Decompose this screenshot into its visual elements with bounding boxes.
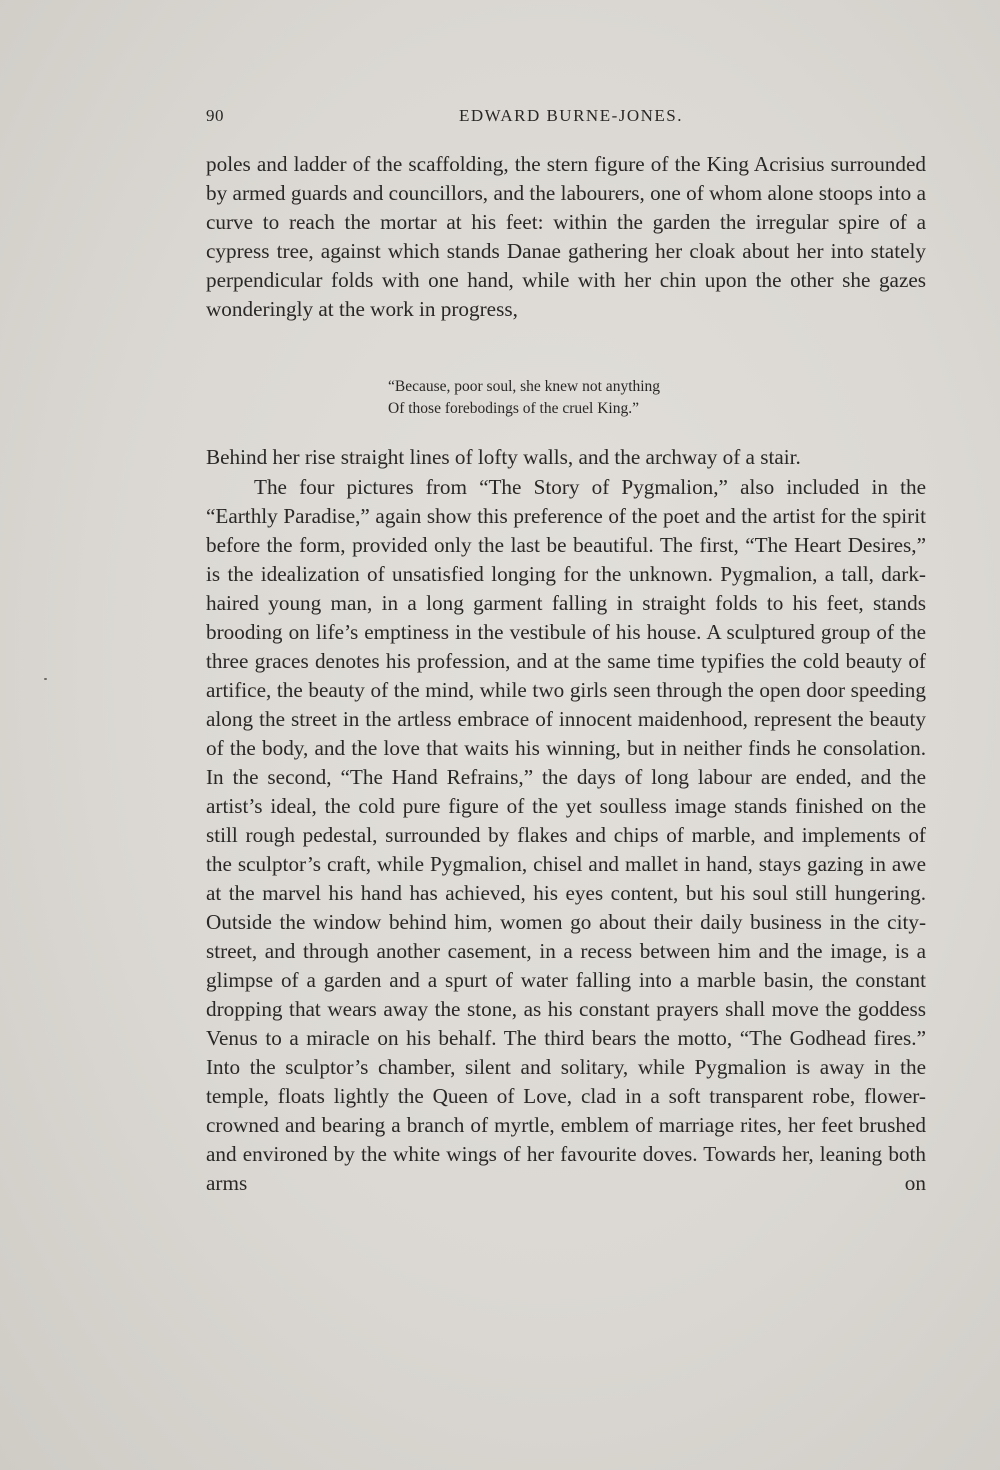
- paper-speck: [44, 678, 47, 680]
- block-quote: [388, 376, 788, 420]
- running-title: EDWARD BURNE-JONES.: [459, 106, 683, 125]
- paragraph-after-quote: Behind her rise straight lines of lofty walls, and the archway of a stair.: [206, 445, 801, 469]
- quote-line-1: “Because, poor soul, she knew not anything: [388, 378, 661, 395]
- paragraph-pygmalion: The four pictures from “The Story of Pygmalion,” also included in the “Earthly Paradise,” again show this preference of the poet and the artist for the spirit before the form, provided only the last be beautiful. The first, “The Heart Desires,” is the idealization of unsatisfied longing for the unknown. Pygmalion, a tall, dark-haired young man, in a long garment falling in straight folds to his feet, stands brooding on life’s emptiness in the vestibule of his house. A sculptured group of the three graces denotes his profession, and at the same time typifies the cold beauty of artifice, the beauty of the mind, while two girls seen through the open door speeding along the street in the artless embrace of innocent maidenhood, represent the beauty of the body, and the love that waits his winning, but in neither finds he consolation. In the second, “The Hand Refrains,” the days of long labour are ended, and the artist’s ideal, the cold pure figure of the yet soulless image stands finished on the still rough pedestal, surrounded by flakes and chips of marble, and implements of the sculptor’s craft, while Pygmalion, chisel and mallet in hand, stays gazing in awe at the marvel his hand has achieved, his eyes content, but his soul still hungering. Outside the window behind him, women go about their daily business in the city-street, and through another casement, in a recess between him and the image, is a glimpse of a garden and a spurt of water falling into a marble basin, the constant dropping that wears away the stone, as his constant prayers shall move the goddess Venus to a miracle on his behalf. The third bears the motto, “The Godhead fires.” Into the sculptor’s chamber, silent and solitary, while Pygmalion is away in the temple, floats lightly the Queen of Love, clad in a soft transparent robe, flower-crowned and bearing a branch of myrtle, emblem of marriage rites, her feet brushed and environed by the white wings of her favourite doves. Towards her, leaning both arms on: [206, 475, 926, 1195]
- page-number: 90: [206, 106, 224, 125]
- paragraph-continuation: poles and ladder of the scaffolding, the stern figure of the King Acrisius surrounded by armed guards and councillors, and the labourers, one of whom alone stoops into a curve to reach the mortar at his feet: within the garden the irregular spire of a cypress tree, against which stands Danae gathering her cloak about her into stately perpendicular folds with one hand, while with her chin upon the other she gazes wonderingly at the work in progress,: [206, 152, 926, 321]
- quote-line-2: Of those forebodings of the cruel King.”: [388, 400, 639, 417]
- running-head: [206, 106, 926, 136]
